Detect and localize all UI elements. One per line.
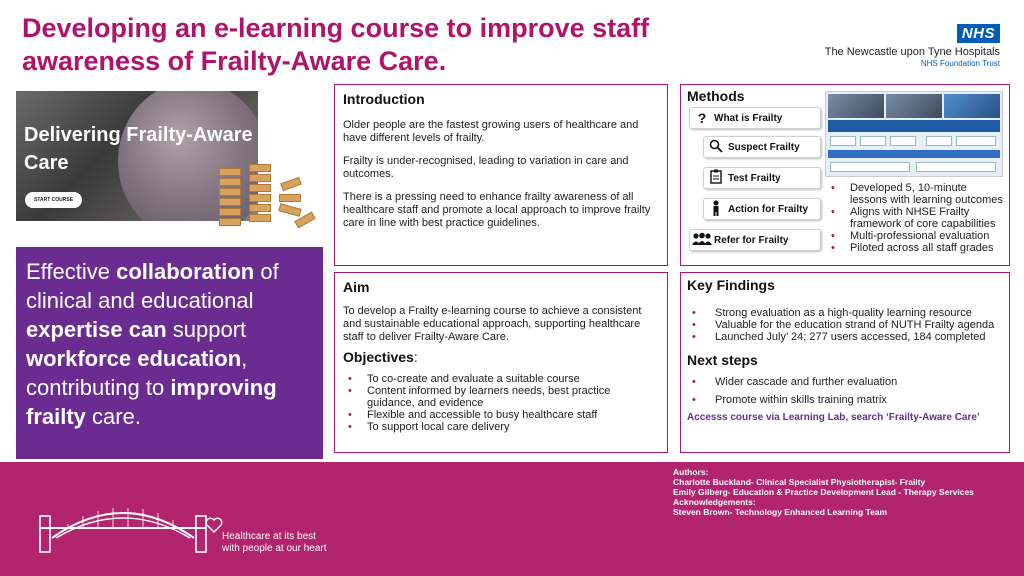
poster-title xyxy=(22,12,742,78)
list-item: • Multi-professional evaluation xyxy=(826,230,1006,242)
jenga-blocks-image xyxy=(219,160,319,230)
method-step-label: What is Frailty xyxy=(714,112,783,124)
key-message-text xyxy=(26,259,279,429)
method-step-refer-for-frailty xyxy=(689,229,821,251)
method-step-test-frailty xyxy=(703,167,821,189)
credits-line: Emily Gilberg- Education & Practice Development Lead - Therapy Services xyxy=(673,487,974,497)
aim-panel xyxy=(334,272,668,453)
method-step-label: Suspect Frailty xyxy=(728,141,800,153)
heart-icon xyxy=(205,517,223,533)
key-message-segment: improving frailty xyxy=(26,375,277,429)
objectives-heading-text: Objectives xyxy=(343,349,414,365)
key-message-segment: workforce education xyxy=(26,346,242,371)
key-message-segment: collaboration xyxy=(116,259,255,284)
tyne-bridge-icon xyxy=(38,494,208,554)
methods-bullets xyxy=(826,182,1006,254)
findings-list xyxy=(687,307,1003,343)
key-findings-panel xyxy=(680,272,1010,453)
magnifier-icon xyxy=(704,139,728,156)
aim-text: To develop a Frailty e-learning course to achieve a consistent and sustainable educational approach, supporting healthcare staff to deliver Frailty-Aware Care. xyxy=(343,305,642,343)
credits-line: Steven Brown- Technology Enhanced Learning Team xyxy=(673,507,888,517)
next-steps-heading: Next steps xyxy=(687,352,758,368)
key-message-box xyxy=(16,247,323,459)
list-item: • Developed 5, 10-minute lessons with learning outcomes xyxy=(826,182,1006,206)
methods-heading: Methods xyxy=(687,88,745,104)
clipboard-icon xyxy=(704,169,728,187)
tagline-line-2: with people at our heart xyxy=(222,543,327,554)
course-title-line-2: Care xyxy=(24,152,69,174)
list-item: • Content informed by learners needs, best practice guidance, and evidence xyxy=(343,385,659,409)
list-item: • Valuable for the education strand of NUTH Frailty agenda xyxy=(687,319,1003,331)
trust-tagline xyxy=(222,531,327,555)
method-step-what-is-frailty xyxy=(689,107,821,129)
intro-paragraph: There is a pressing need to enhance frailty awareness of all healthcare staff and promote a local approach to improve frailty care in line with best practice guidelines. xyxy=(343,191,651,229)
objectives-heading xyxy=(343,349,659,365)
method-step-label: Action for Frailty xyxy=(728,203,809,215)
credits-line: Acknowledgements: xyxy=(673,497,756,507)
key-message-segment: support xyxy=(166,317,247,342)
trust-name: The Newcastle upon Tyne Hospitals xyxy=(824,46,1000,58)
tagline-line-1: Healthcare at its best xyxy=(222,531,316,542)
list-item: • Piloted across all staff grades xyxy=(826,242,1006,254)
list-item: • To support local care delivery xyxy=(343,421,659,433)
key-findings-heading: Key Findings xyxy=(687,277,775,293)
objectives-list xyxy=(343,373,659,433)
list-item: • Wider cascade and further evaluation xyxy=(687,376,1003,388)
credits-block xyxy=(673,467,974,517)
objectives-colon: : xyxy=(413,349,418,365)
start-course-button[interactable]: START COURSE xyxy=(25,192,82,208)
methods-panel xyxy=(680,84,1010,266)
key-message-segment: , contributing to xyxy=(26,346,248,400)
question-icon: ? xyxy=(697,110,707,126)
nhs-logo: NHS xyxy=(957,24,1000,43)
title-line-2: awareness of Frailty-Aware Care. xyxy=(22,46,447,76)
trust-subtitle: NHS Foundation Trust xyxy=(920,59,1000,68)
course-preview-thumbnail xyxy=(825,91,1003,177)
key-message-segment: expertise can xyxy=(26,317,167,342)
method-step-action-for-frailty xyxy=(703,198,821,220)
introduction-panel xyxy=(334,84,668,266)
list-item: • Aligns with NHSE Frailty framework of core capabilities xyxy=(826,206,1006,230)
list-item: • Launched July’ 24; 277 users accessed, 184 completed xyxy=(687,331,1003,343)
key-message-segment: of clinical and educational xyxy=(26,259,279,313)
aim-heading: Aim xyxy=(343,279,370,295)
credits-line: Charlotte Buckland- Clinical Specialist Physiotherapist- Frailty xyxy=(673,477,926,487)
method-step-suspect-frailty xyxy=(703,136,821,158)
person-icon xyxy=(704,200,728,219)
list-item: • Flexible and accessible to busy healthcare staff xyxy=(343,409,659,421)
method-step-label: Refer for Frailty xyxy=(714,234,789,246)
group-icon xyxy=(690,232,714,249)
list-item: • Promote within skills training matrix xyxy=(687,394,1003,406)
credits-line: Authors: xyxy=(673,467,709,477)
list-item: • To co-create and evaluate a suitable course xyxy=(343,373,659,385)
method-step-label: Test Frailty xyxy=(728,172,781,184)
introduction-heading: Introduction xyxy=(343,91,425,107)
title-line-1: Developing an e-learning course to improve staff xyxy=(22,13,650,43)
key-message-segment: care. xyxy=(85,404,141,429)
intro-paragraph: Frailty is under-recognised, leading to variation in care and outcomes. xyxy=(343,155,629,180)
next-steps-list xyxy=(687,376,1003,406)
list-item: • Strong evaluation as a high-quality learning resource xyxy=(687,307,1003,319)
key-message-segment: Effective xyxy=(26,259,117,284)
course-title-line-1: Delivering Frailty-Aware xyxy=(24,124,253,146)
nhs-logo-block xyxy=(825,24,1000,68)
access-course-link[interactable]: Accesss course via Learning Lab, search ‘Frailty-Aware Care’ xyxy=(687,412,980,423)
intro-paragraph: Older people are the fastest growing users of healthcare and have different levels of frailty. xyxy=(343,119,639,144)
